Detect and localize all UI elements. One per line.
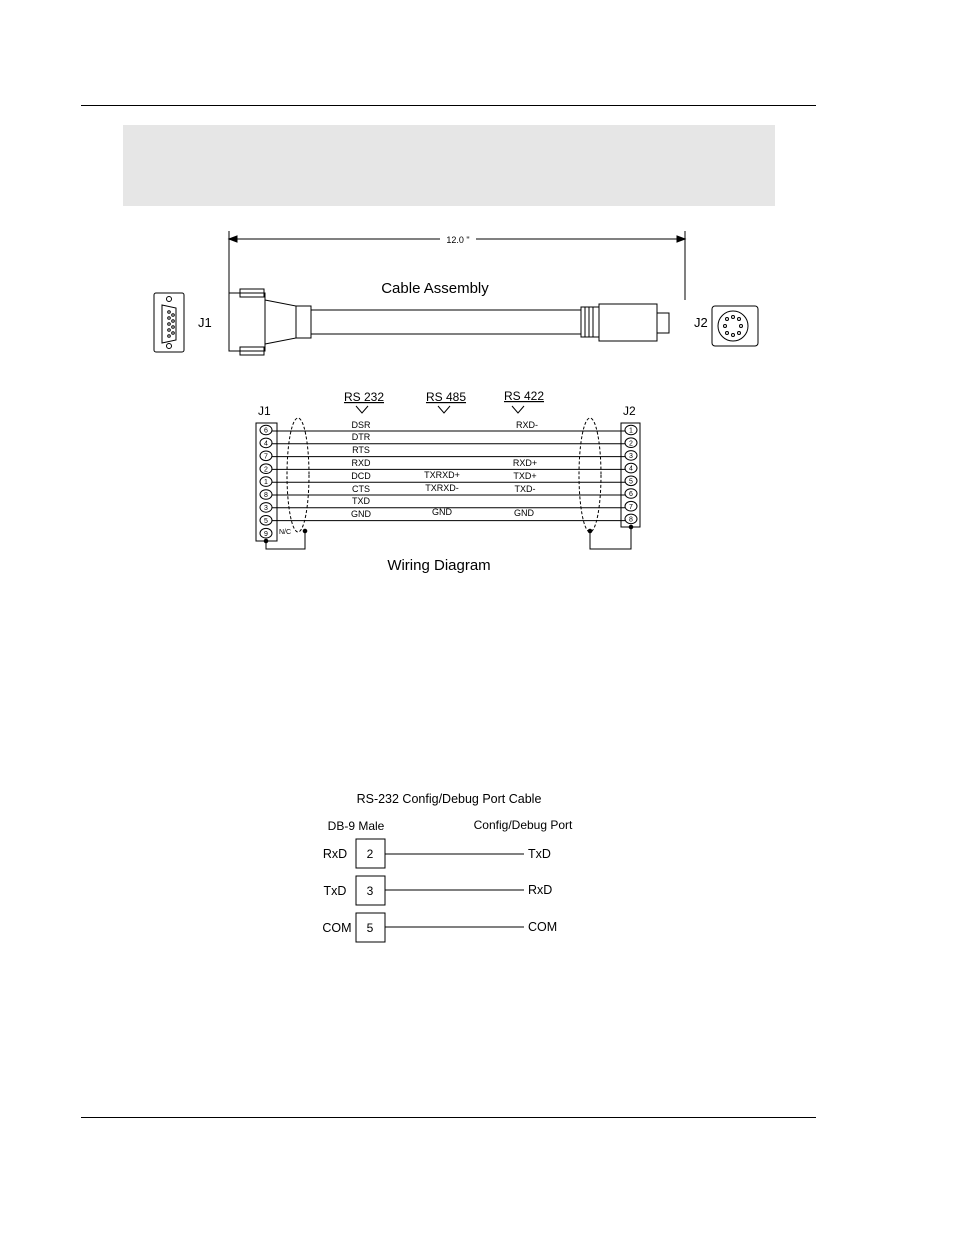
j2-pin-number: 7 (629, 503, 633, 511)
rs485-signal: TXRXD+ (424, 470, 460, 480)
rs422-signal: RXD+ (512, 458, 538, 468)
j2-pin-number: 1 (629, 427, 633, 435)
j2-connector-body (581, 304, 669, 341)
rs422-signal: RXD- (516, 420, 538, 430)
j1-pin-number: 5 (264, 517, 268, 525)
j1-pin-number: 8 (264, 492, 268, 500)
nc-label: N/C (279, 529, 292, 536)
j1-shield-ellipse (287, 418, 309, 532)
cable-j1-label: J1 (198, 315, 212, 330)
wiring-j2-label: J2 (623, 404, 636, 418)
pin-number: 3 (366, 884, 374, 898)
dimension-label: 12.0 " (446, 235, 470, 245)
j1-pin-number: 7 (264, 453, 268, 461)
rs232-signal: DCD (351, 471, 371, 481)
drain-wires (264, 525, 633, 549)
db9-header: DB-9 Male (327, 819, 385, 833)
j2-pin-number: 4 (629, 465, 633, 473)
rs232-signal: RTS (352, 445, 370, 455)
header-rs422: RS 422 (503, 389, 545, 403)
j2-pin-number: 8 (629, 516, 633, 524)
chevron-rs422 (512, 406, 524, 413)
debug-cable-rows (322, 839, 557, 942)
pin-number: 2 (366, 847, 374, 861)
j2-pin-number: 2 (629, 440, 633, 448)
header-rs232: RS 232 (343, 390, 385, 404)
port-signal-label: RxD (528, 883, 553, 897)
rs485-signal: TXRXD- (425, 483, 459, 493)
j1-pin-dots (168, 311, 175, 338)
rs232-signal: RXD (351, 458, 371, 468)
j1-pin-column (260, 425, 272, 538)
j2-shield-ellipse (579, 418, 601, 532)
cable-j2-label: J2 (694, 315, 708, 330)
rs422-signal: TXD- (514, 484, 536, 494)
header-rs485: RS 485 (425, 390, 467, 404)
debug-port-header: Config/Debug Port (473, 818, 573, 832)
db9-signal-label: TxD (323, 884, 347, 898)
port-signal-label: TxD (528, 847, 551, 861)
rs232-signal: DSR (351, 420, 371, 430)
db9-signal-label: RxD (322, 847, 348, 861)
protocol-headers (344, 389, 544, 413)
j1-connector-body (229, 289, 311, 355)
j1-pin-number: 9 (264, 530, 268, 538)
j1-pin-number: 1 (264, 479, 268, 487)
debug-cable-title: RS-232 Config/Debug Port Cable (356, 792, 542, 806)
j1-pin-number: 2 (264, 466, 268, 474)
j1-pin-number: 3 (264, 505, 268, 512)
j2-pin-column (625, 425, 637, 524)
j1-pin-number: 4 (264, 440, 268, 448)
rs232-signal: TXD (352, 496, 370, 506)
j2-face-icon (712, 306, 758, 346)
rs422-signal: TXD+ (513, 471, 537, 481)
rs232-signal: CTS (352, 484, 370, 494)
rs485-signal: GND (432, 507, 452, 517)
chevron-rs485 (438, 406, 450, 413)
j2-pin-number: 3 (629, 453, 633, 460)
j2-pin-number: 6 (629, 491, 633, 499)
db9-signal-label: COM (322, 921, 352, 935)
wiring-diagram-title: Wiring Diagram (387, 557, 491, 574)
rs422-signal: GND (514, 508, 534, 518)
cable-assembly-title: Cable Assembly (381, 280, 489, 297)
rs232-signal: DTR (351, 432, 371, 442)
j2-pin-number: 5 (629, 478, 633, 486)
pin-number: 5 (366, 921, 374, 935)
chevron-rs232 (356, 406, 368, 413)
port-signal-label: COM (528, 920, 558, 934)
rs232-signal: GND (351, 509, 371, 519)
wiring-j1-label: J1 (258, 404, 271, 418)
j1-pin-number: 6 (264, 427, 268, 435)
